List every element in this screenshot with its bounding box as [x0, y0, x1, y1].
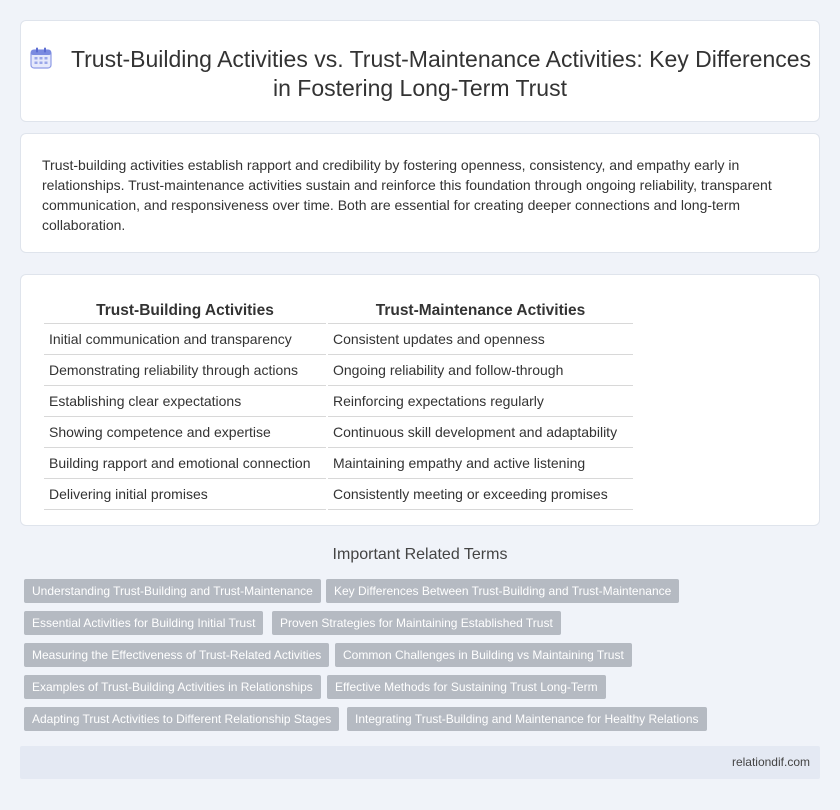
comparison-table: [42, 295, 635, 510]
title-card: [20, 20, 820, 122]
comparison-card: [20, 274, 820, 526]
table-cell: Establishing clear expectations: [44, 386, 326, 417]
related-term-tag[interactable]: Essential Activities for Building Initial Trust: [24, 611, 263, 635]
page-title-text: Trust-Building Activities vs. Trust-Maintenance Activities: Key Differences in Fostering Long-Term Trust: [70, 46, 812, 101]
page-title: [21, 45, 819, 103]
table-cell: Consistent updates and openness: [328, 324, 633, 355]
footer: [20, 746, 820, 779]
column-header-maintenance: Trust-Maintenance Activities: [328, 295, 633, 324]
table-row: [44, 355, 633, 386]
table-cell: Showing competence and expertise: [44, 417, 326, 448]
summary-card: [20, 133, 820, 253]
table-row: [44, 479, 633, 510]
table-cell: Demonstrating reliability through actions: [44, 355, 326, 386]
related-term-tag[interactable]: Common Challenges in Building vs Maintaining Trust: [335, 643, 632, 667]
table-cell: Delivering initial promises: [44, 479, 326, 510]
table-cell: Consistently meeting or exceeding promises: [328, 479, 633, 510]
table-cell: Maintaining empathy and active listening: [328, 448, 633, 479]
summary-text: Trust-building activities establish rapport and credibility by fostering openness, consistency, and empathy early in relationships. Trust-maintenance activities sustain and reinforce this foundation through ongoing reliability, transparent communication, and responsiveness over time. Both are essential for creating deeper connections and long-term collaboration.: [42, 157, 772, 233]
related-terms-list: [22, 579, 822, 739]
table-cell: Building rapport and emotional connection: [44, 448, 326, 479]
table-cell: Initial communication and transparency: [44, 324, 326, 355]
column-header-building: Trust-Building Activities: [44, 295, 326, 324]
related-term-tag[interactable]: Integrating Trust-Building and Maintenance for Healthy Relations: [347, 707, 707, 731]
related-term-tag[interactable]: Key Differences Between Trust-Building and Trust-Maintenance: [326, 579, 679, 603]
related-term-tag[interactable]: Measuring the Effectiveness of Trust-Related Activities: [24, 643, 329, 667]
table-header-row: [44, 295, 633, 324]
table-row: [44, 324, 633, 355]
table-row: [44, 448, 633, 479]
related-term-tag[interactable]: Examples of Trust-Building Activities in Relationships: [24, 675, 321, 699]
calendar-icon: [29, 46, 53, 70]
footer-site[interactable]: relationdif.com: [731, 755, 810, 769]
related-term-tag[interactable]: Proven Strategies for Maintaining Established Trust: [272, 611, 561, 635]
table-row: [44, 386, 633, 417]
table-row: [44, 417, 633, 448]
related-term-tag[interactable]: Understanding Trust-Building and Trust-Maintenance: [24, 579, 321, 603]
related-term-tag[interactable]: Effective Methods for Sustaining Trust Long-Term: [327, 675, 606, 699]
related-term-tag[interactable]: Adapting Trust Activities to Different Relationship Stages: [24, 707, 339, 731]
table-cell: Continuous skill development and adaptability: [328, 417, 633, 448]
table-cell: Ongoing reliability and follow-through: [328, 355, 633, 386]
table-cell: Reinforcing expectations regularly: [328, 386, 633, 417]
related-terms-heading: Important Related Terms: [332, 546, 508, 563]
